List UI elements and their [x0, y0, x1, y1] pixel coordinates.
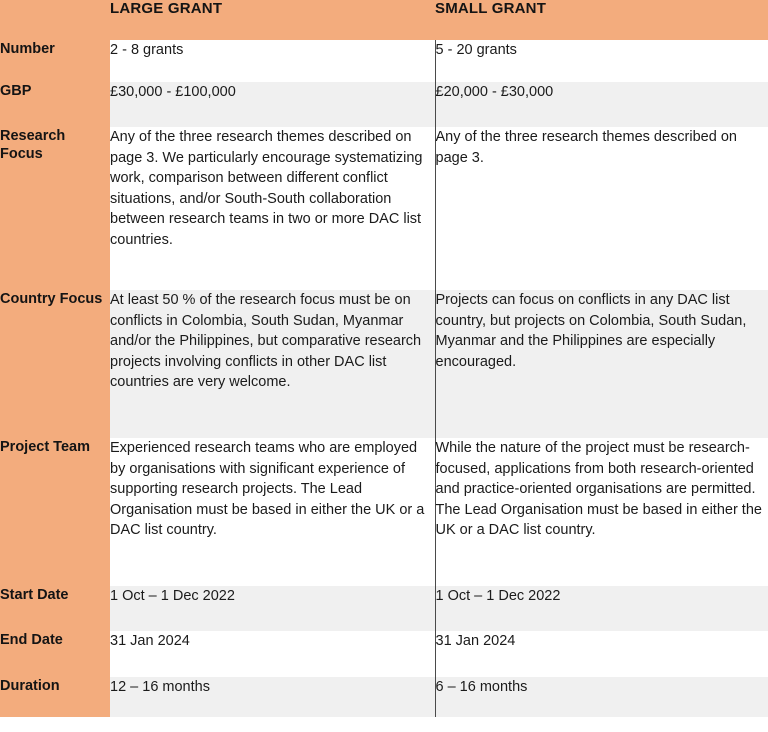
cell-research-focus-small: Any of the three research themes described on page 3. [435, 127, 768, 290]
table-row-project-team [0, 438, 768, 586]
table-row-start-date [0, 586, 768, 631]
cell-start-date-large: 1 Oct – 1 Dec 2022 [110, 586, 435, 631]
cell-gbp-small: £20,000 - £30,000 [435, 82, 768, 127]
table-row-duration [0, 677, 768, 717]
table-header-row [0, 0, 768, 40]
cell-number-large: 2 - 8 grants [110, 40, 435, 82]
row-label-number: Number [0, 40, 110, 82]
row-label-duration: Duration [0, 677, 110, 717]
table-row-gbp [0, 82, 768, 127]
row-label-start-date: Start Date [0, 586, 110, 631]
cell-project-team-small: While the nature of the project must be research-focused, applications from both research-oriented and practice-oriented organisations are permitted. The Lead Organisation must be based in either the UK or a DAC list country. [435, 438, 768, 586]
table-row-country-focus [0, 290, 768, 438]
row-label-project-team: Project Team [0, 438, 110, 586]
row-label-end-date: End Date [0, 631, 110, 677]
table-row-research-focus [0, 127, 768, 290]
cell-start-date-small: 1 Oct – 1 Dec 2022 [435, 586, 768, 631]
row-label-country-focus: Country Focus [0, 290, 110, 438]
cell-duration-small: 6 – 16 months [435, 677, 768, 717]
header-cell-blank [0, 0, 110, 40]
header-cell-small-grant: SMALL GRANT [435, 0, 768, 40]
cell-country-focus-small: Projects can focus on conflicts in any DAC list country, but projects on Colombia, South Sudan, Myanmar and the Philippines are especially encouraged. [435, 290, 768, 438]
cell-research-focus-large: Any of the three research themes described on page 3. We particularly encourage systematizing work, comparison between different conflict situations, and/or South-South collaboration between research teams in two or more DAC list countries. [110, 127, 435, 290]
header-cell-large-grant: LARGE GRANT [110, 0, 435, 40]
cell-gbp-large: £30,000 - £100,000 [110, 82, 435, 127]
cell-end-date-large: 31 Jan 2024 [110, 631, 435, 677]
row-label-gbp: GBP [0, 82, 110, 127]
cell-end-date-small: 31 Jan 2024 [435, 631, 768, 677]
row-label-research-focus: Research Focus [0, 127, 110, 290]
cell-number-small: 5 - 20 grants [435, 40, 768, 82]
cell-duration-large: 12 – 16 months [110, 677, 435, 717]
table-row-end-date [0, 631, 768, 677]
table-row-number [0, 40, 768, 82]
cell-project-team-large: Experienced research teams who are employed by organisations with significant experience of supporting research projects. The Lead Organisation must be based in either the UK or a DAC list country. [110, 438, 435, 586]
cell-country-focus-large: At least 50 % of the research focus must be on conflicts in Colombia, South Sudan, Myanmar and/or the Philippines, but comparative research projects involving conflicts in other DAC list countries are very welcome. [110, 290, 435, 438]
